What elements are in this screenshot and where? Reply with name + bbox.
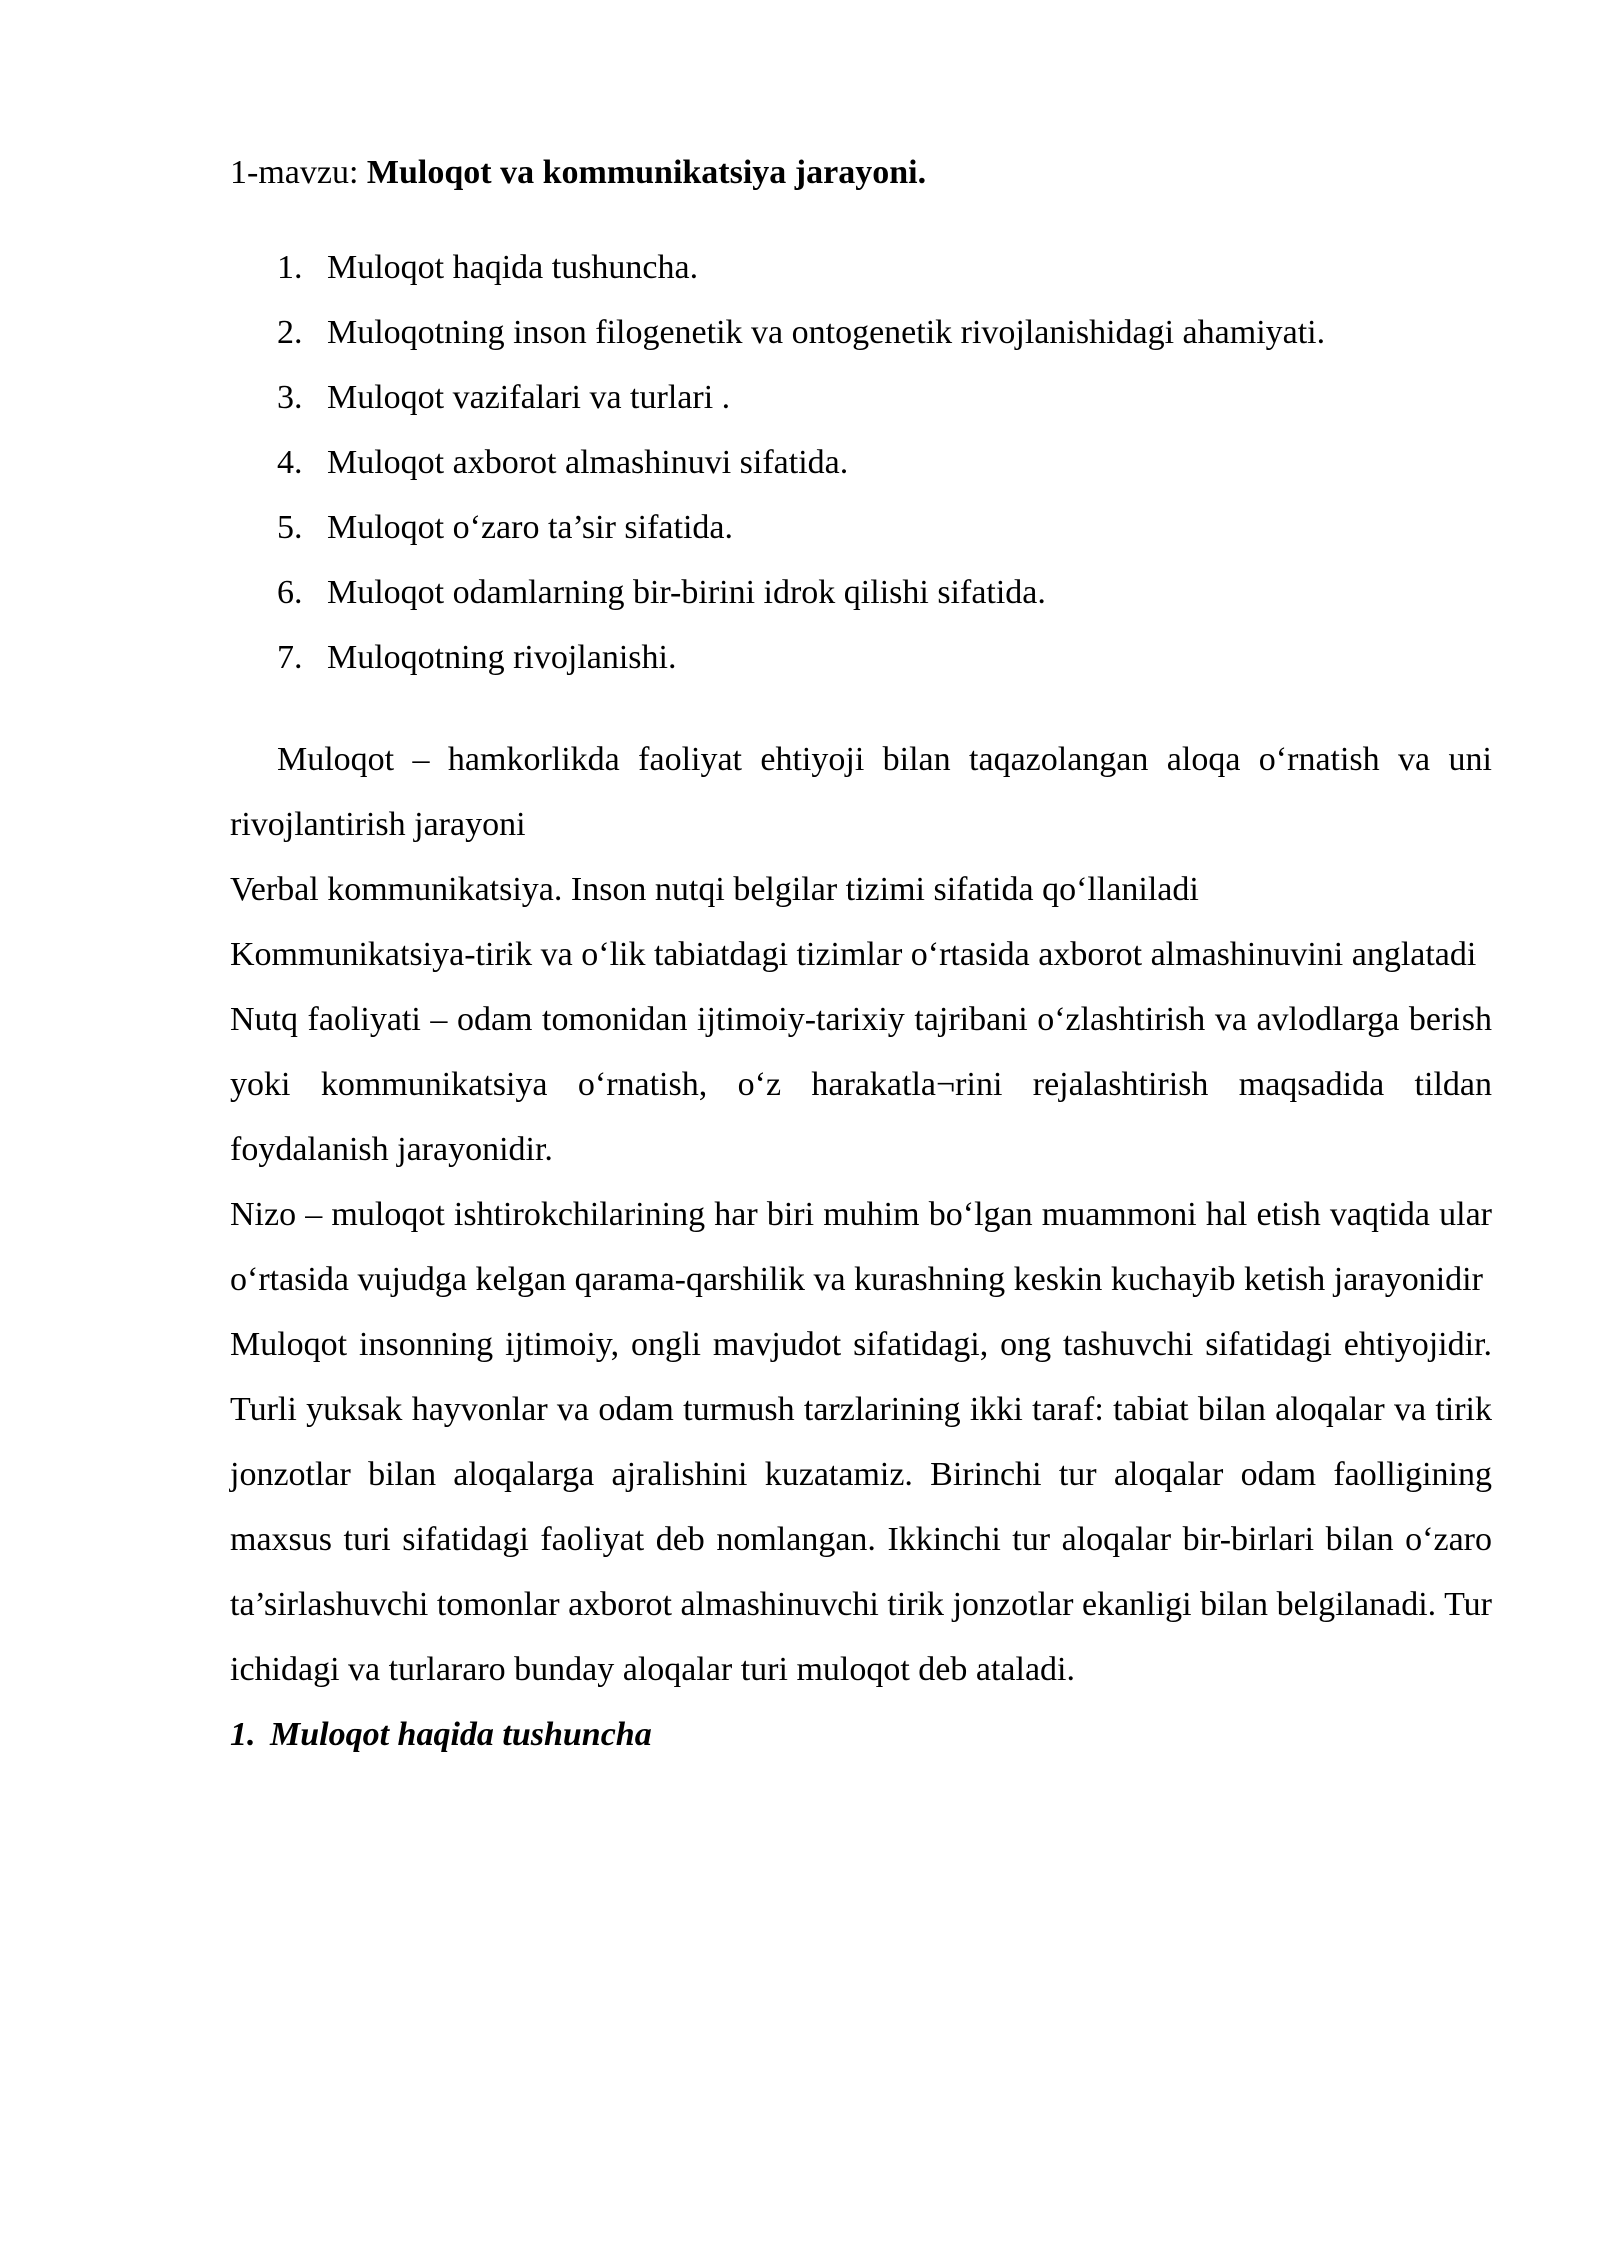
section-heading-text: Muloqot haqida tushuncha [270, 1716, 652, 1753]
body-paragraph: Verbal kommunikatsiya. Inson nutqi belgilar tizimi sifatida qo‘llaniladi [230, 871, 1199, 908]
body-paragraph: Nutq faoliyati – odam tomonidan ijtimoiy-tarixiy tajribani o‘zlashtirish va avlodlarga berish yoki kommunikatsiya o‘rnatish, o‘z harakatla¬rini rejalashtirish maqsadida tildan foydalanish jarayonidir. [230, 1001, 1492, 1168]
outline-item-text: Muloqot vazifalari va turlari . [327, 379, 731, 416]
body-paragraph: Kommunikatsiya-tirik va o‘lik tabiatdagi tizimlar o‘rtasida axborot almashinuvini anglatadi [230, 936, 1477, 973]
outline-item [230, 235, 1492, 300]
outline-item [230, 625, 1492, 690]
section-heading-number: 1. [230, 1716, 256, 1753]
outline-item-number: 1. [277, 249, 303, 286]
outline-item [230, 365, 1492, 430]
outline-item-number: 3. [277, 379, 303, 416]
outline-item-text: Muloqot o‘zaro ta’sir sifatida. [327, 509, 734, 546]
body-paragraph: Muloqot insonning ijtimoiy, ongli mavjudot sifatidagi, ong tashuvchi sifatidagi ehtiyojidir. Turli yuksak hayvonlar va odam turmush tarzlarining ikki taraf: tabiat bilan aloqalar va tirik jonzotlar bilan aloqalarga ajralishini kuzatamiz. Birinchi tur aloqalar odam faolligining maxsus turi sifatidagi faoliyat deb nomlangan. Ikkinchi tur aloqalar bir-birlari bilan o‘zaro ta’sirlashuvchi tomonlar axborot almashinuvchi tirik jonzotlar ekanligi bilan belgilanadi. Tur ichidagi va turlararo bunday aloqalar turi muloqot deb ataladi. [230, 1326, 1492, 1688]
outline-item-text: Muloqot haqida tushuncha. [327, 249, 699, 286]
outline-item-number: 6. [277, 574, 303, 611]
outline-item-text: Muloqotning rivojlanishi. [327, 639, 677, 676]
document-page [230, 140, 1492, 1767]
definition-paragraph: Muloqot – hamkorlikda faoliyat ehtiyoji bilan taqazolangan aloqa o‘rnatish va uni rivojlantirish jarayoni [230, 741, 1492, 843]
topic-outline [230, 235, 1492, 690]
outline-item-number: 7. [277, 639, 303, 676]
body-paragraph: Nizo – muloqot ishtirokchilarining har biri muhim bo‘lgan muammoni hal etish vaqtida ular o‘rtasida vujudga kelgan qarama-qarshilik va kurashning keskin kuchayib ketish jarayonidir [230, 1196, 1492, 1298]
outline-item-text: Muloqotning inson filogenetik va ontogenetik rivojlanishidagi ahamiyati. [327, 314, 1326, 351]
topic-prefix: 1-mavzu: [230, 154, 367, 191]
outline-item [230, 300, 1492, 365]
outline-item-text: Muloqot axborot almashinuvi sifatida. [327, 444, 849, 481]
outline-item-number: 4. [277, 444, 303, 481]
topic-line [230, 140, 1492, 205]
outline-item [230, 495, 1492, 560]
section-heading [230, 1702, 1492, 1767]
outline-item [230, 560, 1492, 625]
outline-item [230, 430, 1492, 495]
outline-item-number: 5. [277, 509, 303, 546]
outline-item-text: Muloqot odamlarning bir-birini idrok qilishi sifatida. [327, 574, 1046, 611]
outline-item-number: 2. [277, 314, 303, 351]
topic-title: Muloqot va kommunikatsiya jarayoni. [366, 154, 927, 191]
